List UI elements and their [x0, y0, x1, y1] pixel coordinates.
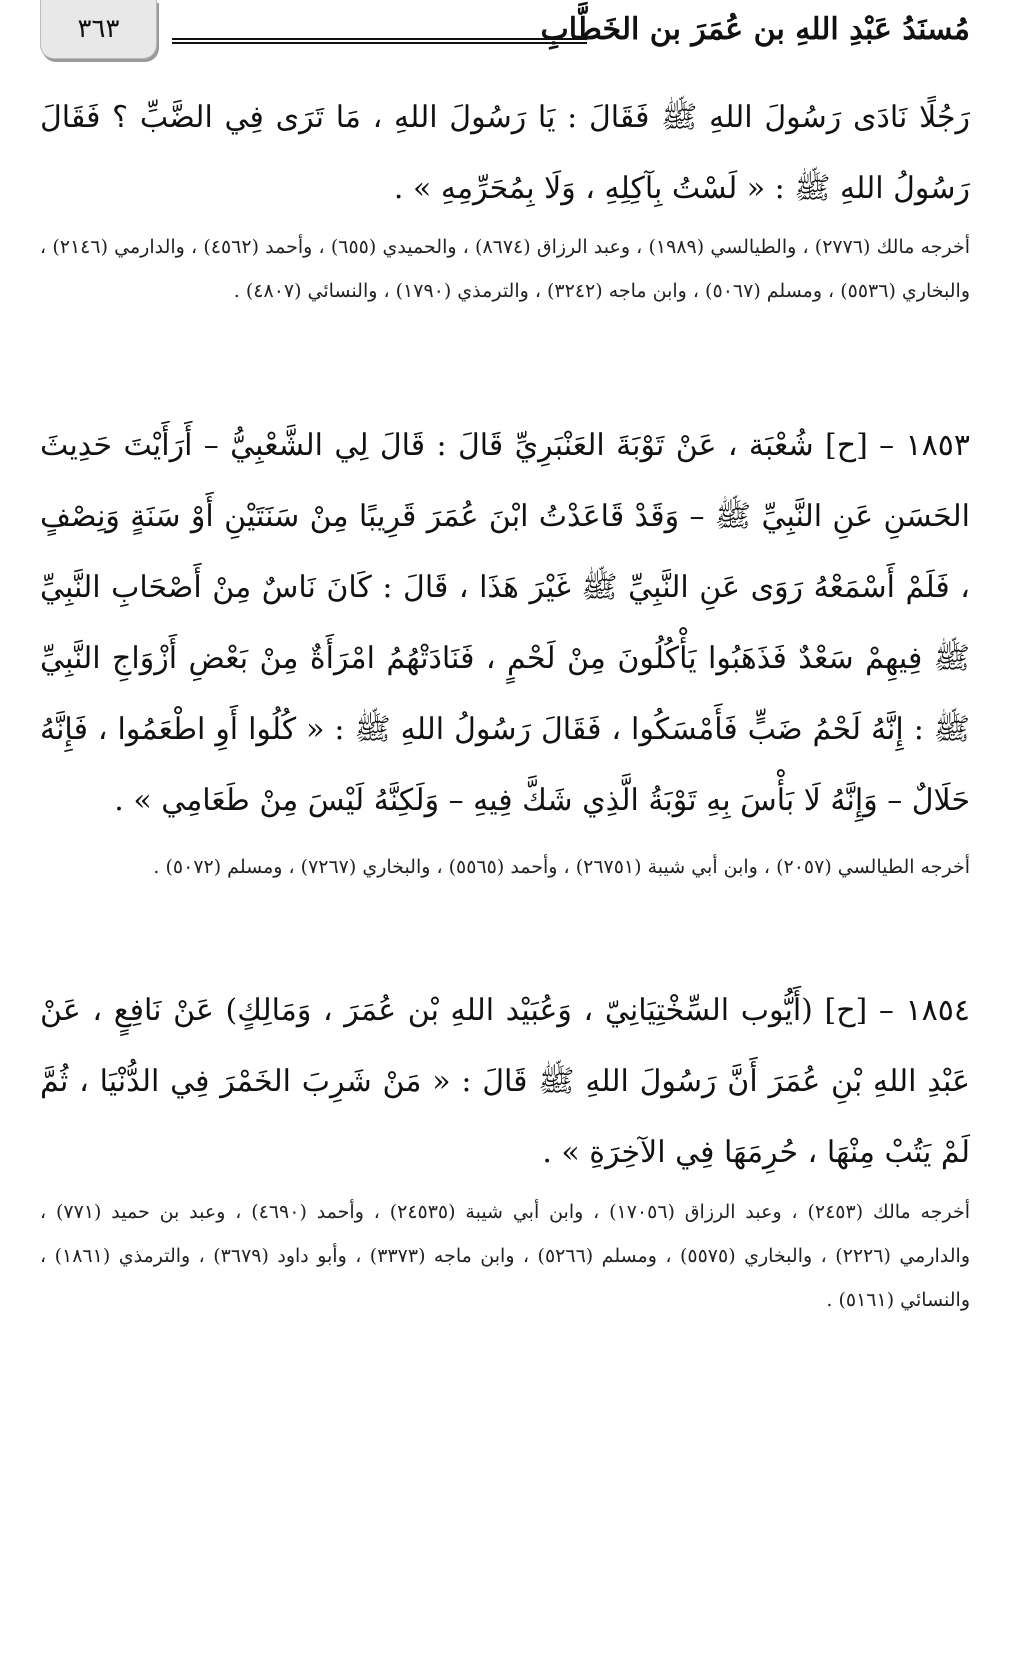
hadith-1854-references: أخرجه مالك (٢٤٥٣) ، وعبد الرزاق (١٧٠٥٦) ، وابن أبي شيبة (٢٤٥٣٥) ، وأحمد (٤٦٩٠) ، وعبد بن حميد (٧٧١) ، والدارمي (٢٢٢٦) ، والبخاري (٥٥٧٥) ، ومسلم (٥٢٦٦) ، وابن ماجه (٣٣٧٣) ، وأبو داود (٣٦٧٩) ، والترمذي (١٨٦١) ، والنسائي (٥١٦١) . [40, 1201, 971, 1311]
header-rule [172, 38, 587, 44]
running-title: مُسنَدُ عَبْدِ اللهِ بن عُمَرَ بن الخَطَّابِ [540, 12, 970, 47]
running-header [0, 0, 1010, 70]
page-number-tab [40, 0, 157, 59]
hadith-1853-text: ١٨٥٣ – [ح] شُعْبَة ، عَنْ تَوْبَةَ العَنْبَرِيِّ قَالَ : قَالَ لِي الشَّعْبِيُّ – أَرَأَيْتَ حَدِيثَ الحَسَنِ عَنِ النَّبِيِّ ﷺ – وَقَدْ قَاعَدْتُ ابْنَ عُمَرَ قَرِيبًا مِنْ سَنَتَيْنِ أَوْ سَنَةٍ وَنِصْفٍ ، فَلَمْ أَسْمَعْهُ رَوَى عَنِ النَّبِيِّ ﷺ غَيْرَ هَذَا ، قَالَ : كَانَ نَاسٌ مِنْ أَصْحَابِ النَّبِيِّ ﷺ فِيهِمْ سَعْدٌ فَذَهَبُوا يَأْكُلُونَ مِنْ لَحْمٍ ، فَنَادَتْهُمُ امْرَأَةٌ مِنْ بَعْضِ أَزْوَاجِ النَّبِيِّ ﷺ : إِنَّهُ لَحْمُ ضَبٍّ فَأَمْسَكُوا ، فَقَالَ رَسُولُ اللهِ ﷺ : « كُلُوا أَوِ اطْعَمُوا ، فَإِنَّهُ حَلَالٌ – وَإِنَّهُ لَا بَأْسَ بِهِ تَوْبَةُ الَّذِي شَكَّ فِيهِ – وَلَكِنَّهُ لَيْسَ مِنْ طَعَامِي » . [40, 428, 970, 818]
hadith-1853-references: أخرجه الطيالسي (٢٠٥٧) ، وابن أبي شيبة (٢٦٧٥١) ، وأحمد (٥٥٦٥) ، والبخاري (٧٢٦٧) ، ومسلم (٥٠٧٢) . [153, 856, 970, 878]
page-number: ٣٦٣ [77, 14, 120, 44]
hadith-continuation-text: رَجُلًا نَادَى رَسُولَ اللهِ ﷺ فَقَالَ : يَا رَسُولَ اللهِ ، مَا تَرَى فِي الضَّبِّ ؟ فَقَالَ رَسُولُ اللهِ ﷺ : « لَسْتُ بِآكِلِهِ ، وَلَا بِمُحَرِّمِهِ » . [40, 100, 970, 206]
hadith-continuation-references: أخرجه مالك (٢٧٧٦) ، والطيالسي (١٩٨٩) ، وعبد الرزاق (٨٦٧٤) ، والحميدي (٦٥٥) ، وأحمد (٤٥٦٢) ، والدارمي (٢١٤٦) ، والبخاري (٥٥٣٦) ، ومسلم (٥٠٦٧) ، وابن ماجه (٣٢٤٢) ، والترمذي (١٧٩٠) ، والنسائي (٤٨٠٧) . [40, 236, 970, 302]
hadith-1854-text: ١٨٥٤ – [ح] (أَيُّوب السِّخْتِيَانِيّ ، وَعُبَيْد اللهِ بْن عُمَرَ ، وَمَالِكٍ) عَنْ نَافِعٍ ، عَنْ عَبْدِ اللهِ بْنِ عُمَرَ أَنَّ رَسُولَ اللهِ ﷺ قَالَ : « مَنْ شَرِبَ الخَمْرَ فِي الدُّنْيَا ، ثُمَّ لَمْ يَتُبْ مِنْهَا ، حُرِمَهَا فِي الآخِرَةِ » . [40, 993, 970, 1170]
